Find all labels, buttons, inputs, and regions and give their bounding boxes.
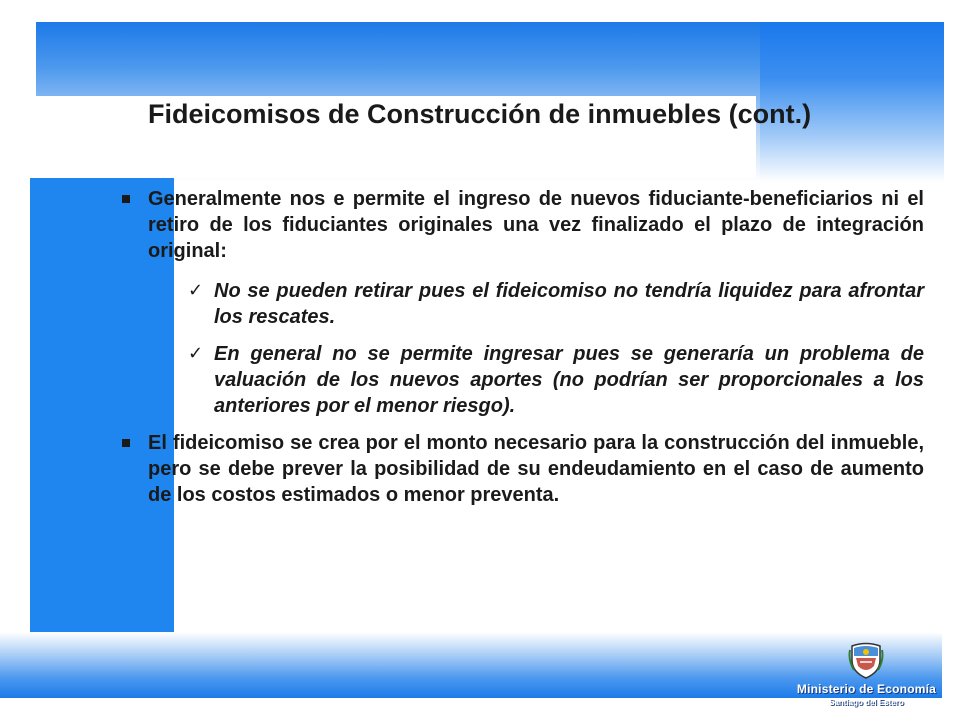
- checkmark-icon: ✓: [188, 343, 204, 364]
- sub-item: [118, 278, 924, 330]
- bullet-item: [118, 186, 924, 264]
- bullet-item: [118, 430, 924, 508]
- ministry-location: Santiago del Estero: [829, 698, 904, 707]
- ministry-name: Ministerio de Economía: [796, 682, 936, 696]
- provincial-coat-of-arms-icon: [848, 640, 884, 680]
- sub-item: [118, 341, 924, 419]
- checkmark-icon: ✓: [188, 280, 204, 301]
- slide-content: [118, 186, 924, 522]
- ministry-footer: [797, 640, 936, 707]
- slide-title: Fideicomisos de Construcción de inmuebles (cont.): [148, 99, 812, 129]
- bullet-text: El fideicomiso se crea por el monto necesario para la construcción del inmueble, pero se debe prever la posibilidad de su endeudamiento en el caso de aumento de los costos estimados o menor preventa.: [148, 432, 924, 506]
- sub-item-text: En general no se permite ingresar pues se generaría un problema de valuación de los nuevos aportes (no podrían ser proporcionales a los anteriores por el menor riesgo).: [214, 343, 924, 417]
- square-bullet-icon: [122, 439, 130, 447]
- bullet-text: Generalmente nos e permite el ingreso de nuevos fiduciante-beneficiarios ni el retiro de los fiduciantes originales una vez finalizado el plazo de integración original:: [148, 188, 924, 262]
- sub-item-text: No se pueden retirar pues el fideicomiso no tendría liquidez para afrontar los rescates.: [214, 280, 924, 328]
- square-bullet-icon: [122, 195, 130, 203]
